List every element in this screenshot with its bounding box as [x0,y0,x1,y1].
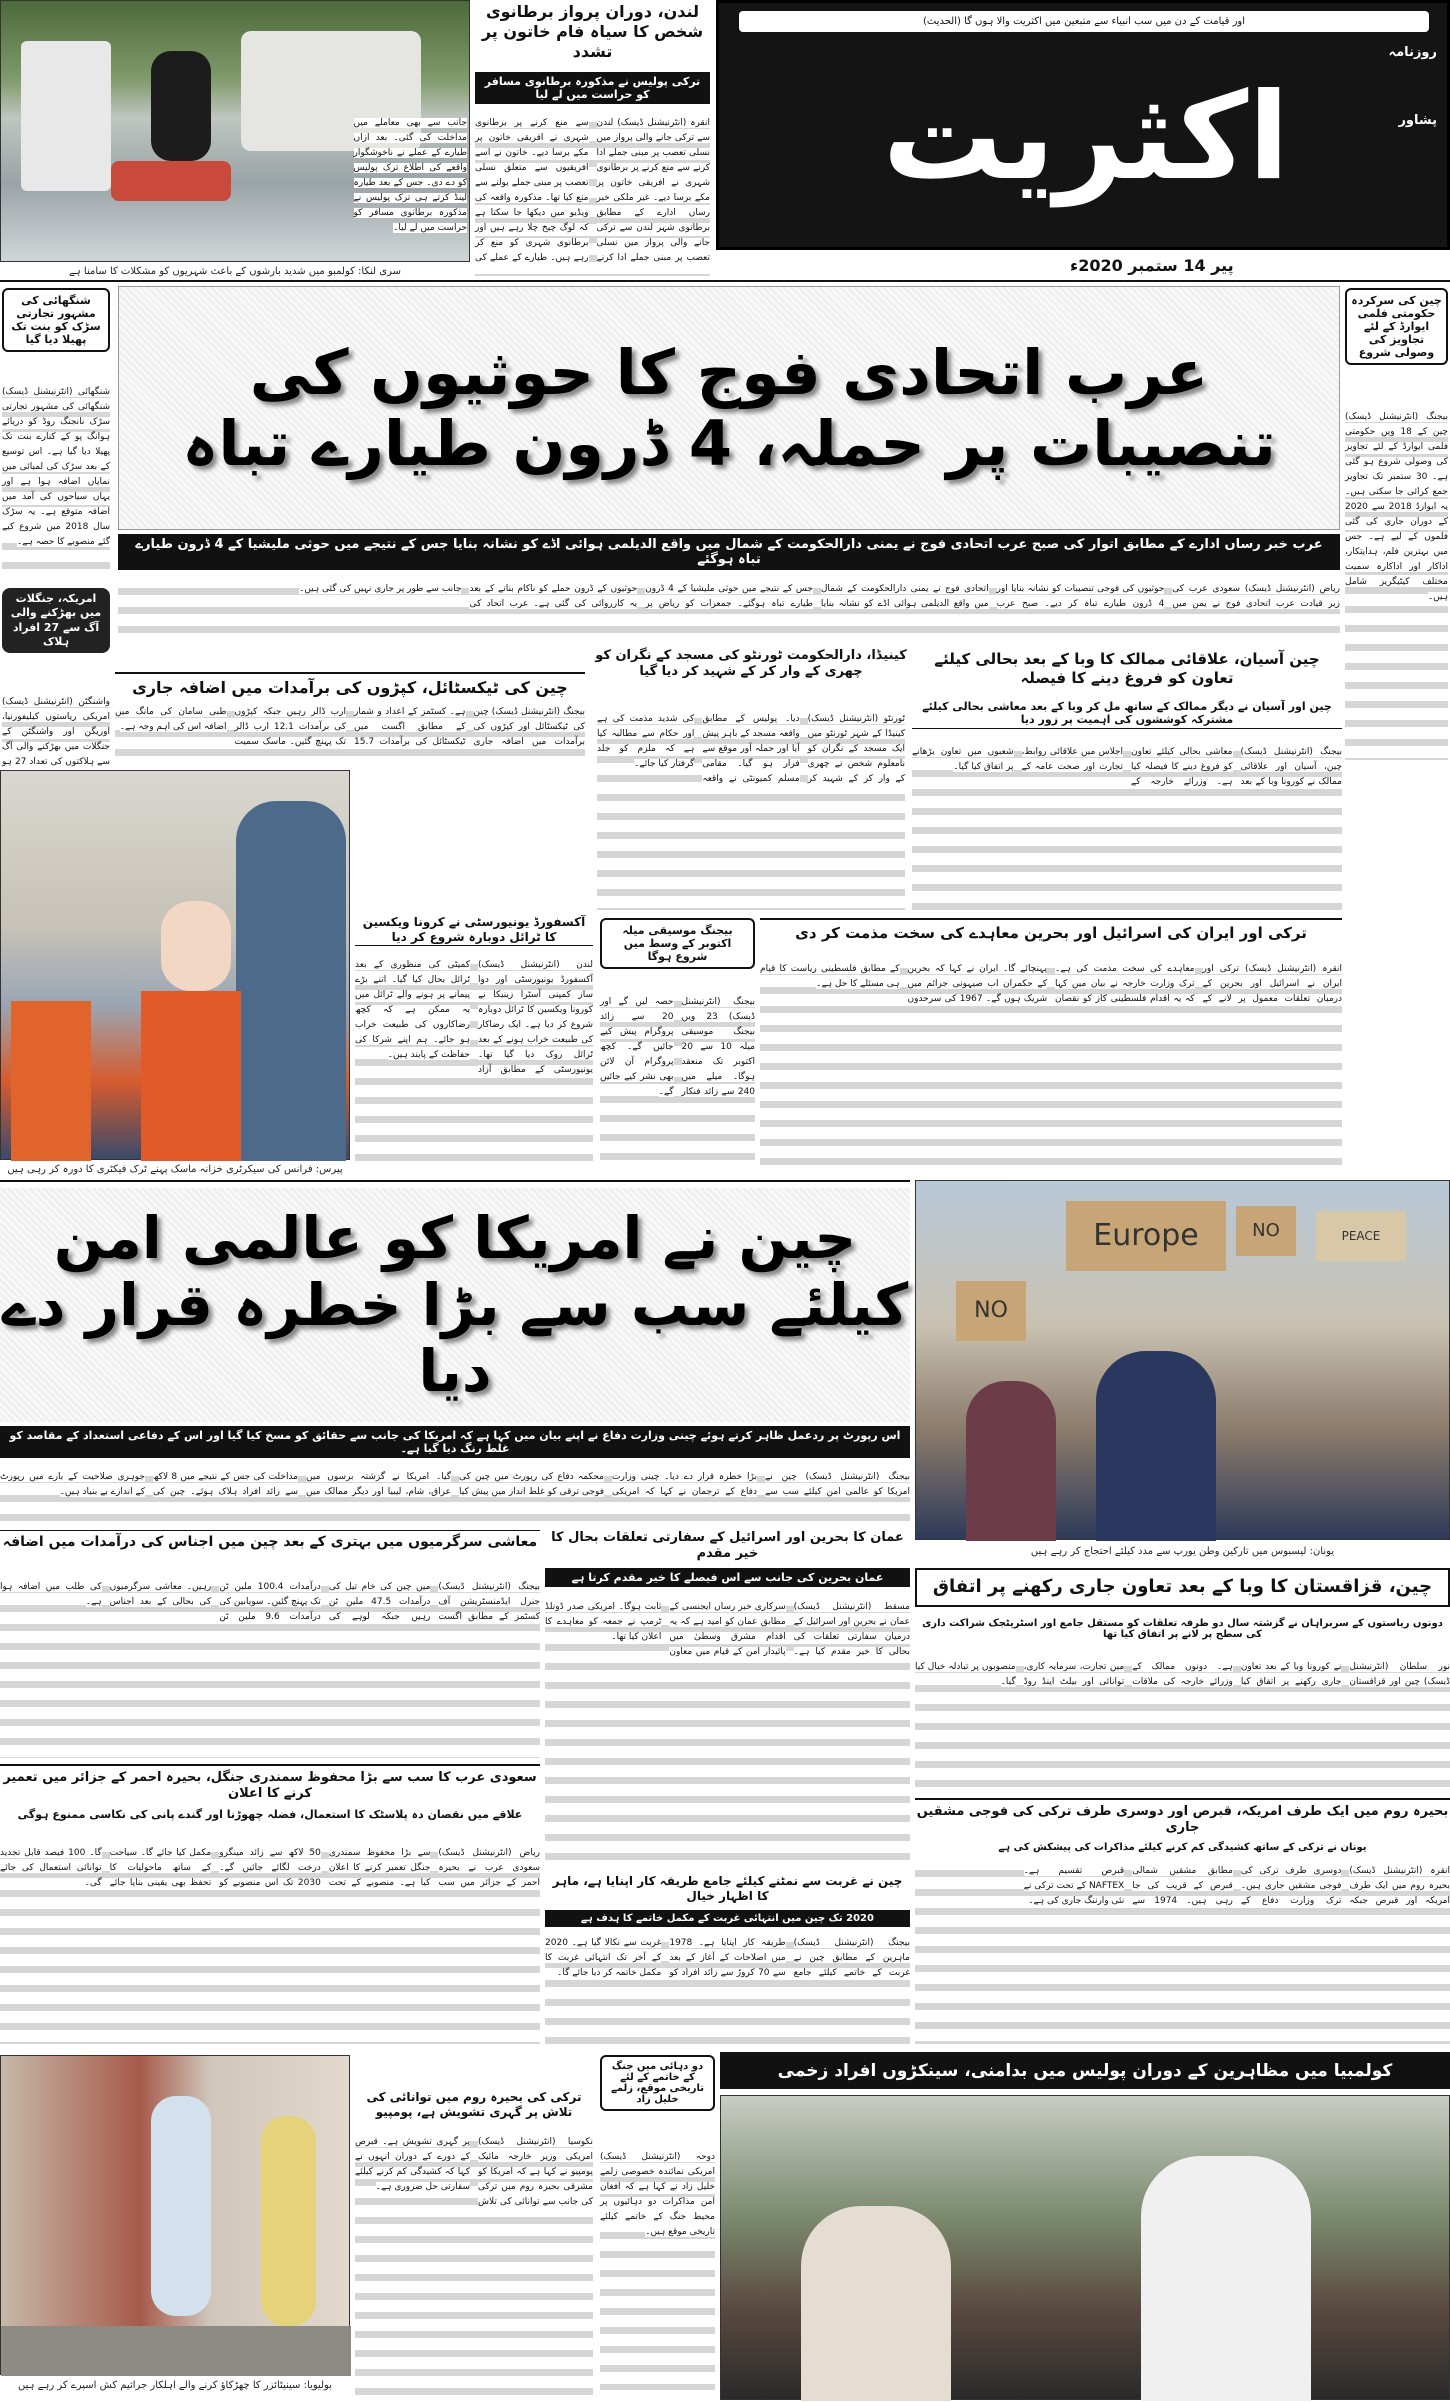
beijing-music-body: بیجنگ (انٹرنیشنل ڈیسک) 23 ویں بیجنگ موسیقی میلہ 10 سے 20 اکتوبر تک منعقد ہوگا۔ میلے میں 240 سے زائد فنکار حصہ لیں گے اور 20 سے زائد پروگرام پیش کیے جائیں گے۔ کچھ پروگرام آن لائن بھی نشر کیے جائیں گے۔ [600,995,755,1170]
film-award-box: چین کی سرکردہ حکومتی فلمی ایوارڈ کے لئے تجاویز کی وصولی شروع [1345,288,1448,365]
protest-sign-europe: Europe [1066,1201,1226,1271]
issue-date: پیر 14 ستمبر 2020ء [1070,256,1234,275]
colombia-headline: کولمبیا میں مظاہرین کے دوران پولیس میں بدامنی، سینکڑوں افراد زخمی [720,2052,1450,2089]
protest-sign-no: NO [956,1281,1026,1341]
textile-body: بیجنگ (انٹرنیشنل ڈیسک) چین کی ٹیکسٹائل اور کپڑوں کی برآمدات میں اضافہ جاری ہے۔ کسٹمز کے اعداد و شمار کے مطابق اگست میں ٹیکسٹائل کی برآمدات 15.7 ارب ڈالر رہیں جبکہ کپڑوں کی برآمدات 12.1 ارب ڈالر تک پہنچ گئیں۔ ماسک سمیت طبی سامان کی مانگ میں اضافہ اس کی اہم وجہ ہے۔ [115,705,585,765]
protest-photo [915,1180,1450,1540]
china-us-subheadline: اس رپورٹ پر ردعمل ظاہر کرتے ہوئے چینی وزارت دفاع نے اپنے بیان میں کہا ہے کہ امریکا کی جانب سے حقائق کو مسخ کیا گیا اور اس کے دفاعی استعداد کے مقاصد کو غلط رنگ دیا گیا ہے۔ [0,1426,910,1458]
canada-headline: کینیڈا، دارالحکومت ٹورنٹو کی مسجد کے نگران کو چھری کے وار کر کے شہید کر دیا گیا [595,648,907,680]
poverty-body: بیجنگ (انٹرنیشنل ڈیسک) ماہرین کے مطابق چین نے غربت کے خاتمے کیلئے جامع طریقہ کار اپنایا ہے۔ 1978 میں اصلاحات کے آغاز کے بعد سے 70 کروڑ سے زائد افراد کو غربت سے نکالا گیا ہے۔ 2020 کے آخر تک انتہائی غربت کا مکمل خاتمہ کر دیا جائے گا۔ [545,1936,910,2048]
med-headline: بحیرہ روم میں ایک طرف امریکہ، قبرص اور دوسری طرف ترکی کی فوجی مشقیں جاری [915,1798,1450,1837]
factory-visit-photo [0,770,350,1160]
us-wildfire-box: امریکہ، جنگلات میں بھڑکنے والی آگ سے 27 افراد ہلاک [2,588,110,653]
masthead [716,0,1450,250]
film-award-body: بیجنگ (انٹرنیشنل ڈیسک) چین کے 18 ویں حکومتی فلمی ایوارڈ کے لئے تجاویز کی وصولی شروع ہو گئی ہے۔ 30 ستمبر تک تجاویز جمع کرائی جا سکتی ہیں۔ یہ ایوارڈ 2018 سے 2020 کے دوران جاری کی گئی فلموں کے لیے ہے۔ جس میں بہترین فلم، ہدایتکار، اداکار اور اداکارہ سمیت مختلف کیٹیگریز شامل ہیں۔ [1345,410,1448,760]
khalilzad-body: دوحہ (انٹرنیشنل ڈیسک) امریکی نمائندہ خصوصی زلمے خلیل زاد نے کہا ہے کہ افغان امن مذاکرات دو دہائیوں پر محیط جنگ کے خاتمے کیلئے تاریخی موقع ہیں۔ [600,2150,715,2390]
commodities-body: بیجنگ (انٹرنیشنل ڈیسک) جنرل ایڈمنسٹریشن آف کسٹمز کے مطابق اگست میں چین کی خام تیل کی درآمدات 47.5 ملین ٹن رہیں جبکہ لوہے کی درآمدات 100.4 ملین ٹن تک پہنچ گئیں۔ سویابین کی درآمدات 9.6 ملین ٹن رہیں۔ معاشی سرگرمیوں کی بحالی کے بعد اجناس کی طلب میں اضافہ ہوا ہے۔ [0,1580,540,1758]
kazakh-headline: چین، قزاقستان کا وبا کے بعد تعاون جاری رکھنے پر اتفاق [915,1568,1450,1607]
kazakh-body: نور سلطان (انٹرنیشنل ڈیسک) چین اور قزاقستان نے کورونا وبا کے بعد تعاون جاری رکھنے پر اتفاق کیا ہے۔ دونوں ممالک کے وزرائے خارجہ کی ملاقات میں تجارت، سرمایہ کاری، توانائی اور بیلٹ اینڈ روڈ منصوبوں پر تبادلہ خیال کیا گیا۔ [915,1660,1450,1792]
canada-body: ٹورنٹو (انٹرنیشنل ڈیسک) کینیڈا کے شہر ٹورنٹو میں ایک مسجد کے نگران کو نامعلوم شخص نے چھری کے وار کر کے شہید کر دیا۔ پولیس کے مطابق واقعہ مسجد کے باہر پیش آیا اور حملہ آور موقع سے فرار ہو گیا۔ مقامی مسلم کمیونٹی نے واقعہ کی شدید مذمت کی ہے اور حکام سے مطالبہ کیا ہے کہ ملزم کو جلد گرفتار کیا جائے۔ [597,712,905,910]
oman-box: عمان بحرین کی جانب سے اس فیصلے کا خیر مقدم کرتا ہے [545,1568,910,1587]
commodities-headline: معاشی سرگرمیوں میں بہتری کے بعد چین میں اجناس کی درآمدات میں اضافہ [0,1530,540,1552]
poverty-box: 2020 تک چین میں انتہائی غربت کے مکمل خاتمے کا ہدف ہے [545,1910,910,1927]
london-body: انقرہ (انٹرنیشنل ڈیسک) لندن سے ترکی جانے والی پرواز میں نسلی تعصب پر مبنی جملے ادا کرنے سے منع کرنے پر برطانوی شہری نے افریقی خاتون پر مکے برسا دیے۔ غیر ملکی خبر رساں ادارے کے مطابق برطانوی شہر لندن سے ترکی جانے والی پرواز میں نسلی تعصب پر مبنی جملے ادا کرنے سے منع کرنے پر برطانوی شہری نے افریقی خاتون پر مکے برسا دیے۔ خاتون نے اسے افریقیوں سے متعلق نسلی تعصب پر مبنی جملے بولنے سے منع کیا تھا۔ مذکورہ واقعہ کی ویڈیو میں دیکھا جا سکتا ہے کہ لوگ چیخ چلا رہے ہیں اور برطانوی شہری کو منع کر رہے ہیں۔ طیارے کے عملے کی جانب سے بھی معاملے میں مداخلت کی گئی۔ بعد ازاں طیارے کے عملے نے ناخوشگوار واقعے کی اطلاع ترک پولیس کو دے دی۔ جس کے بعد طیارہ لینڈ کرتے ہی ترک پولیس نے مذکورہ برطانوی مسافر کو حراست میں لے لیا۔ [475,116,710,276]
china-us-body: بیجنگ (انٹرنیشنل ڈیسک) چین نے امریکا کو عالمی امن کیلئے سب سے بڑا خطرہ قرار دے دیا۔ چینی وزارت دفاع کے ترجمان نے کہا کہ امریکی محکمہ دفاع کی رپورٹ میں چین کی فوجی ترقی کو غلط انداز میں پیش کیا گیا۔ امریکا نے گزشتہ برسوں میں عراق، شام، لیبیا اور دیگر ممالک میں مداخلت کی جس کے نتیجے میں 8 لاکھ سے زائد افراد ہلاک ہوئے۔ چین کی جوہری صلاحیت کے بارے میں رپورٹ کے اندازے بے بنیاد ہیں۔ [0,1470,910,1522]
shanghai-headline: شنگھائی کی مشہور تجارتی سڑک کو بنت تک پھیلا دیا گیا [2,288,110,352]
masthead-title: اکثریت [882,68,1290,207]
london-subheadline: ترکی پولیس نے مذکورہ برطانوی مسافر کو حراست میں لے لیا [475,72,710,104]
top-photo-caption: سری لنکا: کولمبو میں شدید بارشوں کے باعث شہریوں کو مشکلات کا سامنا ہے [69,266,401,277]
med-subheadline: یونان نے ترکی کے ساتھ کشیدگی کم کرنے کیلئے مذاکرات کی پیشکش کی ہے [998,1842,1367,1853]
saudi-headline: سعودی عرب کا سب سے بڑا محفوظ سمندری جنگل، بحیرہ احمر کے جزائر میں تعمیر کرنے کا اعلان [0,1764,540,1803]
oxford-headline: آکسفورڈ یونیورسٹی نے کرونا ویکسین کا ٹرائل دوبارہ شروع کر دیا [355,915,593,946]
asean-body: بیجنگ (انٹرنیشنل ڈیسک) چین، آسیان اور علاقائی ممالک نے کورونا وبا کے بعد معاشی بحالی کیلئے تعاون کو فروغ دینے کا فیصلہ کیا ہے۔ وزرائے خارجہ کے اجلاس میں علاقائی روابط، تجارت اور صحت عامہ کے شعبوں میں تعاون بڑھانے پر اتفاق کیا گیا۔ [912,745,1342,910]
factory-photo-caption: پیرس: فرانس کی سیکرٹری خزانہ ماسک پہنے ٹرک فیکٹری کا دورہ کر رہی ہیں [7,1164,343,1175]
poverty-headline: چین نے غربت سے نمٹنے کیلئے جامع طریقہ کار اپنایا ہے، ماہر کا اظہار خیال [552,1874,903,1903]
oman-body: مسقط (انٹرنیشنل ڈیسک) عمان نے بحرین اور اسرائیل کے درمیان سفارتی تعلقات کی بحالی کا خیر مقدم کیا ہے۔ سرکاری خبر رساں ایجنسی کے مطابق عمان کو امید ہے کہ یہ اقدام مشرق وسطیٰ میں پائیدار امن کے قیام میں معاون ثابت ہوگا۔ امریکی صدر ڈونلڈ ٹرمپ نے جمعہ کو معاہدے کا اعلان کیا تھا۔ [545,1600,910,1868]
disinfection-photo [0,2055,350,2375]
protest-photo-caption: یونان: لیسبوس میں تارکین وطن یورپ سے مدد کیلئے احتجاج کر رہے ہیں [1030,1546,1335,1557]
masthead-city: پشاور [1398,113,1437,128]
oxford-body: لندن (انٹرنیشنل ڈیسک) آکسفورڈ یونیورسٹی اور دوا ساز کمپنی آسٹرا زینیکا نے کورونا ویکسین کا ٹرائل دوبارہ شروع کر دیا ہے۔ ایک رضاکار کی طبیعت خراب ہونے کے بعد ٹرائل روک دیا گیا تھا۔ یونیورسٹی کے مطابق آزاد کمیٹی کی منظوری کے بعد ٹرائل بحال کیا گیا۔ اتنے بڑے پیمانے پر ہونے والے ٹرائل میں یہ ممکن ہے کہ کچھ رضاکاروں کی طبیعت خراب ہو جائے۔ ہم اپنے شرکا کی حفاظت کے پابند ہیں۔ [355,958,593,1173]
asean-subheadline: چین اور آسیان نے دیگر ممالک کے ساتھ مل کر وبا کے بعد معاشی بحالی کیلئے مشترکہ کوششوں کی اہمیت پر زور دیا [912,700,1342,729]
oman-headline: عمان کا بحرین اور اسرائیل کے سفارتی تعلقات بحال کا خیر مقدم [551,1530,904,1562]
kazakh-subheadline: دونوں ریاستوں کے سربراہان نے گزشتہ سال دو طرفہ تعلقات کو مستقل جامع اور اسٹریٹجک شراکت داری کی سطح پر لانے پر اتفاق کیا تھا [922,1618,1443,1640]
disinfection-photo-caption: بولیویا: سینیٹائزر کا چھڑکاؤ کرنے والے اہلکار جراثیم کش اسپرے کر رہے ہیں [18,2380,332,2391]
masthead-hadith: اور قیامت کے دن میں سب انبیاء سے متبعین میں اکثریت والا ہوں گا (الحدیث) [739,11,1429,32]
protest-sign-peace: PEACE [1316,1211,1406,1261]
us-wildfire-body: واشنگٹن (انٹرنیشنل ڈیسک) امریکی ریاستوں کیلیفورنیا، اوریگن اور واشنگٹن کے جنگلات میں بھڑکنے والی آگ سے ہلاکتوں کی تعداد 27 ہو [2,695,110,763]
shanghai-body: شنگھائی (انٹرنیشنل ڈیسک) شنگھائی کی مشہور تجارتی سڑک نانجنگ روڈ کو دریائے ہوانگ پو کے کنارے بنت تک پھیلا دیا گیا ہے۔ اس توسیع کے بعد سڑک کی لمبائی میں نمایاں اضافہ ہوا ہے اور یہاں سیاحوں کی آمد میں اضافہ متوقع ہے۔ یہ سڑک سال 2018 میں شروع کیے گئے منصوبے کا حصہ ہے۔ [2,385,110,580]
lead-body: ریاض (انٹرنیشنل ڈیسک) سعودی عرب کی زیر قیادت عرب اتحادی فوج نے یمن میں حوثیوں کی فوجی تنصیبات کو نشانہ بنایا اور 4 ڈرون طیارے تباہ کر دیے۔ صبح عرب اتحادی فوج نے یمنی دارالحکومت کے شمال میں واقع الدیلمی ہوائی اڈے کو نشانہ بنایا جس کے نتیجے میں حوثی ملیشیا کے 4 ڈرون طیارے تباہ ہوگئے۔ جمعرات کو ریاض پر حوثیوں کے ڈرون حملے کو ناکام بنانے کے بعد یہ کارروائی کی گئی ہے۔ عرب اتحاد کی جانب سے طور پر جاری نہیں کی گئی ہیں۔ [118,582,1340,642]
lead-subheadline: عرب خبر رساں ادارے کے مطابق اتوار کی صبح عرب اتحادی فوج نے یمنی دارالحکومت کے شمال میں واقع الدیلمی ہوائی اڈے کو نشانہ بنایا جس کے نتیجے میں حوثی ملیشیا کے 4 ڈرون طیارے تباہ ہوگئے [118,534,1340,570]
colombia-protest-photo [720,2095,1450,2400]
turkey-iran-headline: ترکی اور ایران کی اسرائیل اور بحرین معاہدے کی سخت مذمت کر دی [760,918,1342,943]
turkey-iran-body: انقرہ (انٹرنیشنل ڈیسک) ترکی اور ایران نے اسرائیل اور بحرین کے درمیان تعلقات معمول پر لانے کے معاہدے کی سخت مذمت کی ہے۔ ترک وزارت خارجہ نے بیان میں کہا کہ یہ اقدام فلسطینی کاز کو نقصان پہنچائے گا۔ ایران نے کہا کہ بحرین کے حکمران اب صیہونی جرائم میں شریک ہوں گے۔ 1967 کی سرحدوں کے مطابق فلسطینی ریاست کا قیام ہی مسئلے کا حل ہے۔ [760,962,1342,1170]
saudi-body: ریاض (انٹرنیشنل ڈیسک) سعودی عرب نے بحیرہ احمر کے جزائر میں سب سے بڑا محفوظ سمندری جنگل تعمیر کرنے کا اعلان کیا ہے۔ منصوبے کے تحت 50 لاکھ سے زائد مینگرو درخت لگائے جائیں گے۔ 2030 تک اس منصوبے کو مکمل کیا جائے گا۔ سیاحت کے ساتھ ماحولیات کا تحفظ بھی یقینی بنایا جائے گا۔ 100 فیصد قابل تجدید توانائی استعمال کی جائے گی۔ [0,1846,540,2044]
saudi-subheadline: علاقے میں نقصان دہ پلاسٹک کا استعمال، فضلہ چھوڑنا اور گندے پانی کی نکاسی ممنوع ہوگی [17,1808,523,1821]
asean-headline: چین آسیان، علاقائی ممالک کا وبا کے بعد بحالی کیلئے تعاون کو فروغ دینے کا فیصلہ [934,650,1320,687]
pompeo-headline: ترکی کی بحیرہ روم میں توانائی کی تلاش پر گہری تشویش ہے، پومپیو [366,2090,582,2119]
china-us-headline: چین نے امریکا کو عالمی امن کیلئے سب سے بڑا خطرہ قرار دے دیا [0,1188,910,1422]
khalilzad-box: دو دہائی میں جنگ کے خاتمے کے لئے تاریخی موقع، زلمے خلیل زاد [600,2055,715,2111]
med-body: انقرہ (انٹرنیشنل ڈیسک) بحیرہ روم میں ایک طرف امریکہ اور قبرص جبکہ دوسری طرف ترکی کی فوجی مشقیں جاری ہیں۔ ترک وزارت دفاع کے مطابق مشقیں شمالی قبرص کے قریب کی جا رہی ہیں۔ 1974 سے قبرص تقسیم ہے۔ NAFTEX کے تحت ترکی نے نئی وارننگ جاری کی ہے۔ [915,1864,1450,2044]
beijing-music-box: بیجنگ موسیقی میلہ اکتوبر کے وسط میں شروع ہوگا [600,918,755,969]
pompeo-body: نکوسیا (انٹرنیشنل ڈیسک) امریکی وزیر خارجہ مائیک پومپیو نے کہا ہے کہ امریکا کو مشرقی بحیرہ روم میں ترکی کی جانب سے توانائی کی تلاش پر گہری تشویش ہے۔ قبرص کے دورے کے دوران انہوں نے کہا کہ کشیدگی کم کرنے کیلئے سفارتی حل ضروری ہے۔ [355,2135,593,2395]
masthead-roznama: روزنامہ [1388,45,1437,60]
textile-headline: چین کی ٹیکسٹائل، کپڑوں کی برآمدات میں اضافہ جاری [115,672,585,698]
protest-sign-no-2: NO [1236,1206,1296,1256]
lead-headline: عرب اتحادی فوج کا حوثیوں کی تنصیبات پر حملہ، 4 ڈرون طیارے تباہ [118,286,1340,530]
london-headline: لندن، دوران پرواز برطانوی شخص کا سیاہ فام خاتون پر تشدد [481,2,704,61]
